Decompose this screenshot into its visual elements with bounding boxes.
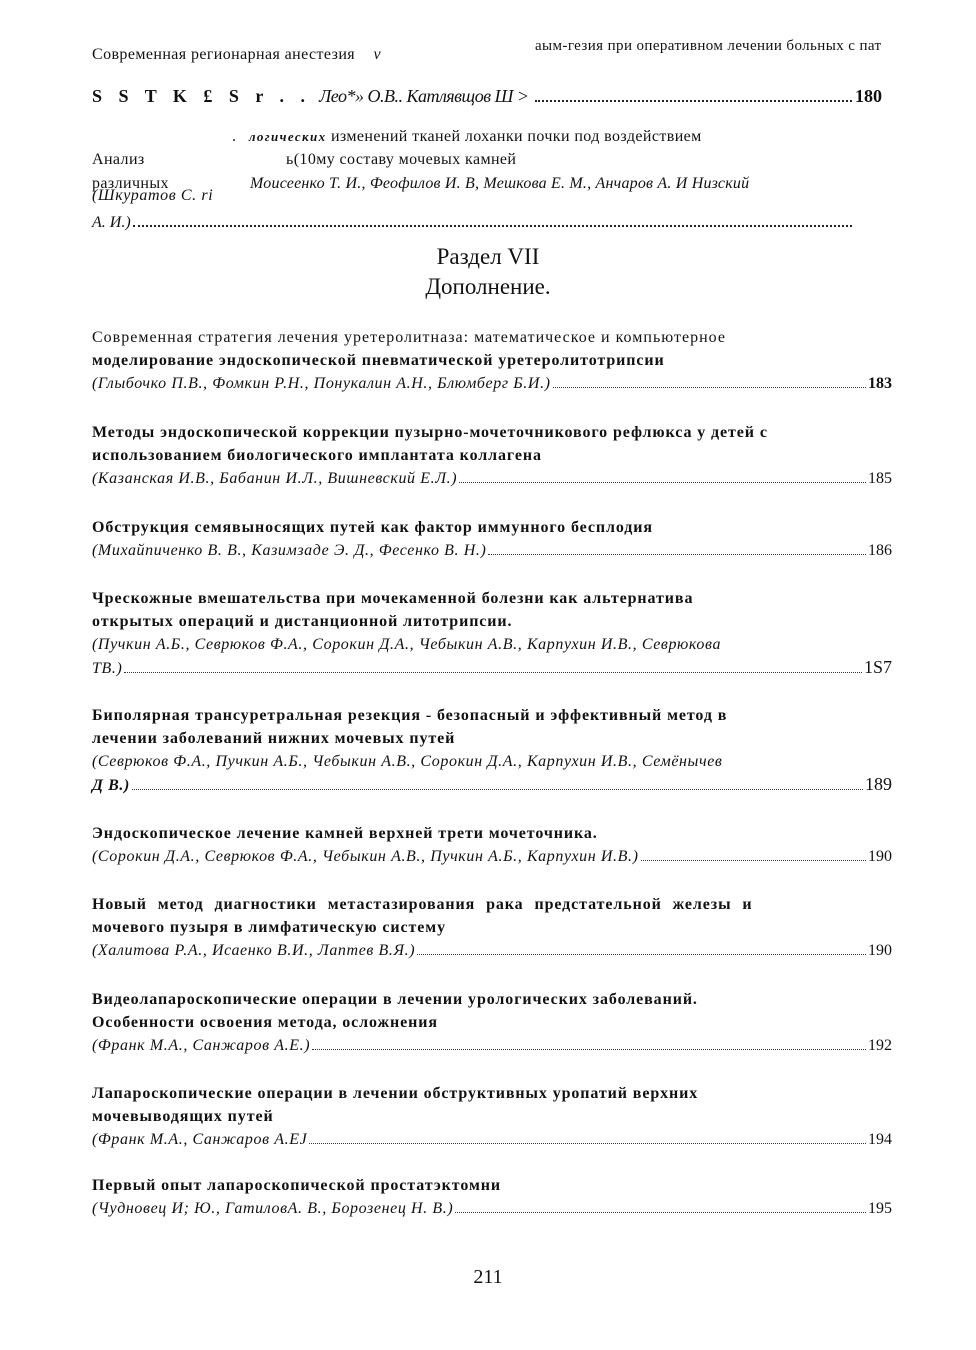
entry-title-line: Биполярная трансуретральная резекция - безопасный и эффективный метод в [92,707,728,724]
toc-entry [92,1082,892,1151]
entry-authors-row [92,656,892,679]
leader-dots [132,789,863,790]
section-title: Дополнение. [425,274,551,299]
page-number: 1S7 [863,657,892,677]
entry-authors-row [92,372,892,395]
entry-authors-row [92,939,892,962]
page-number: 192 [868,1037,892,1054]
running-header-left: Современная регионарная анестезия v [92,46,381,63]
page-number: 186 [868,542,892,559]
entry-title-line: Чрескожные вмешательства при мочекаменной болезни как альтернатива [92,590,694,607]
entry-title-line: Новый метод диагностики метастазирования рака предстательной железы и [92,896,753,913]
analysis-authors: Моисеенко Т. И., Феофилов И. В, Мешкова Е. М., Анчаров А. И Низский [250,175,750,192]
entry-authors-row [92,1197,892,1220]
page-number: 194 [868,1131,892,1148]
entry-authors-row [92,467,892,490]
entry-authors: Д В.) [92,777,130,794]
entry-title-line: Особенности освоения метода, осложнения [92,1014,438,1031]
page-folio: 211 [473,1266,503,1288]
entry-authors-line: (Севрюков Ф.А., Пучкин А.Б., Чебыкин А.В., Сорокин Д.А., Карпухин И.В., Семёнычев [92,753,723,770]
entry-authors-row [92,773,892,796]
leader-dots [553,387,866,388]
header-mark: v [373,46,381,63]
leader-dots [459,482,866,483]
toc-entry [92,822,892,868]
page-number: 183 [868,375,892,392]
leader-dots [455,1212,866,1213]
entry-title-line: Видеолапароскопические операции в лечении урологических заболеваний. [92,991,698,1008]
page-number: 195 [868,1200,892,1217]
leader-dots [641,860,866,861]
entry-title-line: Первый опыт лапароскопической простатэктомни [92,1177,501,1194]
entry-authors-line: (Пучкин А.Б., Севрюков Ф.А., Сорокин Д.А., Чебыкин А.В., Карпухин И.В., Севрюкова [92,636,722,653]
entry-title-line: Эндоскопическое лечение камней верхней трети мочеточника. [92,825,598,842]
leader-dots [309,1143,866,1144]
entry-authors: (Михайпиченко В. В., Казимзаде Э. Д., Фесенко В. Н.) [92,542,487,559]
leader-dots [488,554,866,555]
page-number: 189 [865,774,892,794]
entry-title-line: Лапароскопические операции в лечении обструктивных уропатий верхних [92,1085,699,1102]
page-number: 180 [855,86,882,106]
toc-entry [92,1174,892,1220]
entry-authors: (Чудновец И; Ю., ГатиловА. В., Борозенец Н. В.) [92,1200,454,1217]
entry-title-line: открытых операций и дистанционной литотрипсии. [92,613,513,630]
toc-entry [92,893,892,962]
toc-entry-prev [92,86,882,110]
analysis-title-line-1: . логических изменений тканей лоханки почки под воздействием [232,128,702,145]
analysis-authors-cont: (Шкуратов С. ri [92,187,214,204]
entry-title-line: использованием биологического имплантата коллагена [92,447,542,464]
prev-entry-lead: S S T K £ S r . . [92,86,312,106]
analysis-authors-end-row [92,214,852,238]
entry-title-line: мочевого пузыря в лимфатическую систему [92,919,446,936]
page-number: 185 [868,470,892,487]
analysis-lead: Анализ [92,151,145,168]
entry-authors-row [92,845,892,868]
toc-entry [92,326,892,395]
entry-title-line: моделирование эндоскопической пневматической уретеролитотрипсии [92,352,665,369]
toc-entry [92,988,892,1057]
entry-title-line: Обструкция семявыносящих путей как фактор иммунного бесплодия [92,519,653,536]
leader-dots [133,225,852,227]
entry-title-line: лечении заболеваний нижних мочевых путей [92,730,456,747]
entry-authors-row [92,539,892,562]
entry-authors: (Сорокин Д.А., Севрюков Ф.А., Чебыкин А.В., Пучкин А.Б., Карпухин И.В.) [92,848,639,865]
leader-dots [312,1049,866,1050]
page-number: 190 [868,942,892,959]
entry-authors: (Халитова Р.А., Исаенко В.И., Лаптев В.Я.) [92,942,416,959]
entry-authors-row [92,1128,892,1151]
running-header-right: аым-гезия при оперативном лечении больных с пат [535,38,882,54]
section-number: Раздел VII [436,244,540,269]
prev-entry-authors: Лео*» О.В.. Катлявщов Ш > [319,86,529,106]
entry-title-line: Современная стратегия лечения уретеролитназа: математическое и компьютерное [92,329,726,346]
entry-title-line: Методы эндоскопической коррекции пузырно-мочеточникового рефлюкса у детей с [92,424,768,441]
entry-authors: ТВ.) [92,660,123,677]
analysis-title-line-2: ь(10му составу мочевых камней [286,151,517,168]
leader-dots [535,100,852,102]
entry-authors: (Глыбочко П.В., Фомкин Р.Н., Понукалин А.Н., Блюмберг Б.И.) [92,375,551,392]
leader-dots [124,672,862,673]
analysis-authors-end: А. И.) [92,214,131,231]
entry-authors-row [92,1034,892,1057]
toc-entry [92,421,892,490]
toc-entry [92,704,892,796]
page-number: 190 [868,848,892,865]
entry-authors: (Казанская И.В., Бабанин И.Л., Вишневский Е.Л.) [92,470,458,487]
entry-authors: (Франк М.А., Санжаров А.Е.) [92,1037,311,1054]
leader-dots [417,954,866,955]
toc-entry [92,516,892,562]
toc-entry [92,587,892,679]
entry-title-line: мочевыводящих путей [92,1108,274,1125]
analysis-lead-2: различных [92,175,169,192]
entry-authors: (Франк М.А., Санжаров А.ЕJ [92,1131,308,1148]
